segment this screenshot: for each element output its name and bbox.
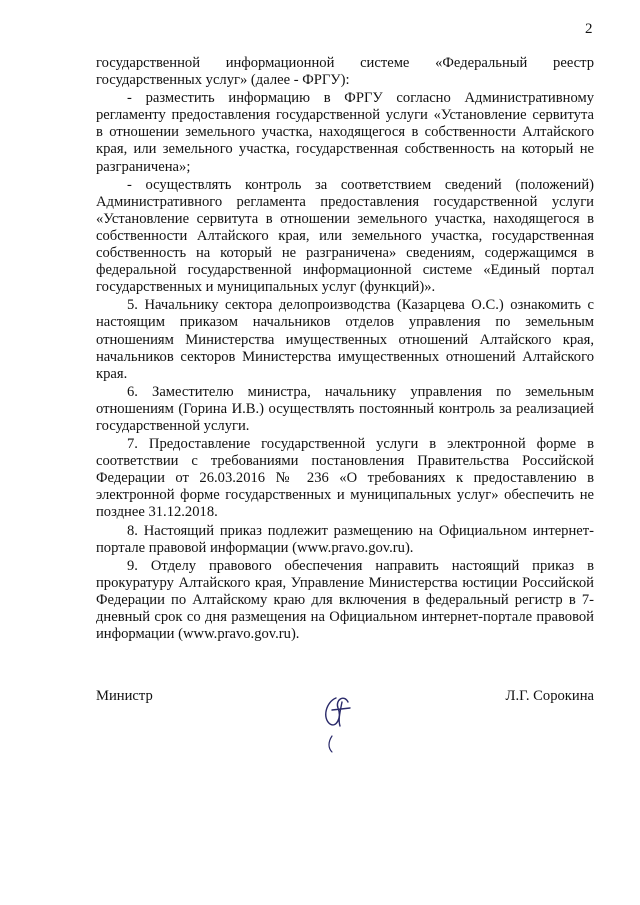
paragraph-frgu-control: - осуществлять контроль за соответствием сведений (положений) Административного регламента предоставления государственной услуги «Установление сервитута в отношении земельного участка, находящегося в собственности Алтайского края, или земельного участка, государственная собственность на который не разграничена» сведениям, содержащимся в федеральной государственной информационной системе «Единый портал государственных и муниципальных услуг (функций)».	[96, 176, 594, 296]
paragraph-intro-continuation: государственной информационной системе «Федеральный реестр государственных услуг» (далее - ФРГУ):	[96, 55, 594, 89]
handwritten-signature	[318, 688, 358, 758]
paragraph-item-8: 8. Настоящий приказ подлежит размещению на Официальном интернет-портале правовой информации (www.pravo.gov.ru).	[96, 522, 594, 556]
paragraph-frgu-place-info: - разместить информацию в ФРГУ согласно Административному регламенту предоставления государственной услуги «Установление сервитута в отношении земельного участка, находящегося в собственности Алтайского края, или земельного участка, государственная собственность на который не разграничена»;	[96, 90, 594, 175]
page-number: 2	[585, 21, 593, 37]
signature-block	[96, 688, 594, 768]
document-body	[96, 55, 594, 643]
paragraph-item-7: 7. Предоставление государственной услуги в электронной форме в соответствии с требованиями постановления Правительства Российской Федерации от 26.03.2016 № 236 «О требованиях к предоставлению в электронной форме государственных и муниципальных услуг» обеспечить не позднее 31.12.2018.	[96, 436, 594, 521]
signatory-title: Министр	[96, 688, 153, 704]
paragraph-item-9: 9. Отделу правового обеспечения направить настоящий приказ в прокуратуру Алтайского края, Управление Министерства юстиции Российской Федерации по Алтайскому краю для включения в федеральный регистр в 7-дневный срок со дня размещения на Официальном интернет-портале правовой информации (www.pravo.gov.ru).	[96, 557, 594, 643]
paragraph-item-6: 6. Заместителю министра, начальнику управления по земельным отношениям (Горина И.В.) осуществлять постоянный контроль за реализацией государственной услуги.	[96, 383, 594, 434]
signatory-name: Л.Г. Сорокина	[505, 688, 594, 704]
paragraph-item-5: 5. Начальнику сектора делопроизводства (Казарцева О.С.) ознакомить с настоящим приказом начальников отделов управления по земельным отношениям Министерства имущественных отношений Алтайского края, начальников секторов Министерства имущественных отношений Алтайского края.	[96, 297, 594, 382]
